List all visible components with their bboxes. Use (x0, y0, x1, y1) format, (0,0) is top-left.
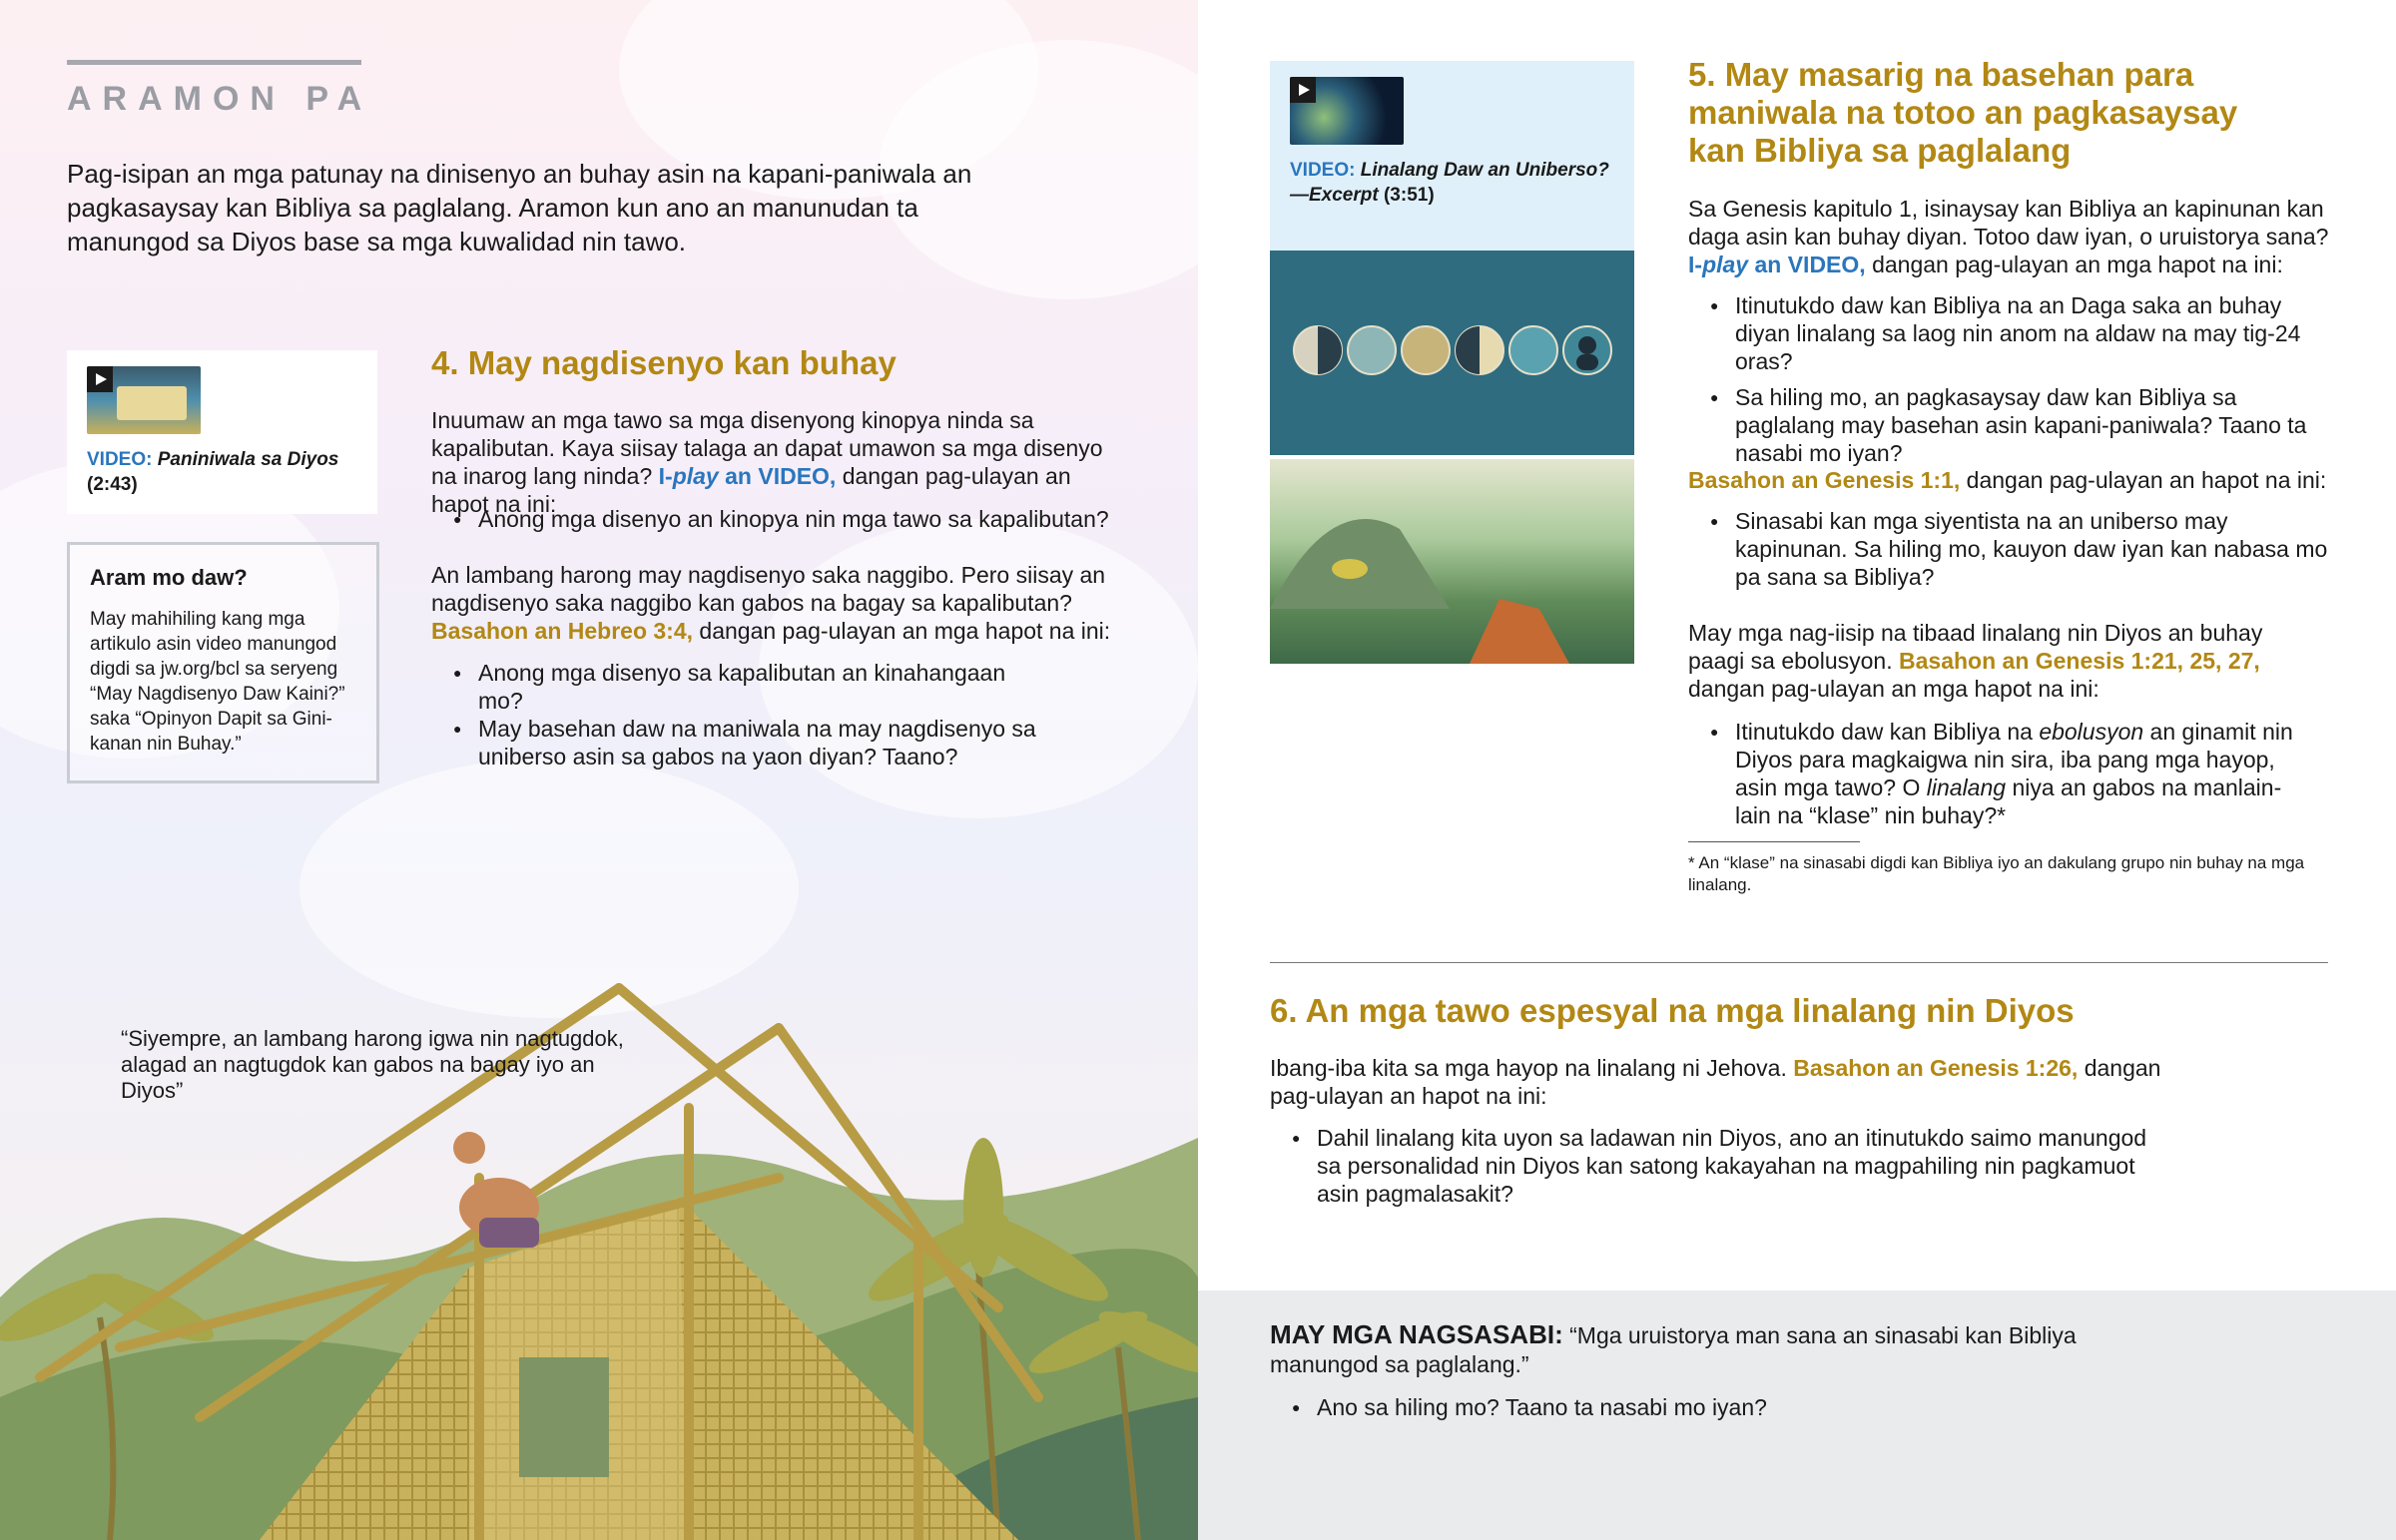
section5-para3: May mga nag-iisip na tibaad linalang nin Diyos an buhay paagi sa ebolusyon. Basahon an Genesis 1:21, 25, 27, dangan pag-ulayan an mga hapot na ini: (1688, 620, 2263, 702)
some-say-bullets (1270, 1393, 2168, 1421)
video-label: VIDEO: (87, 449, 153, 470)
quote-caption: “Siyempre, an lambang harong igwa nin nagtugdok, alagad an nagtugdok kan gabos na bagay iyo an Diyos” (121, 1026, 624, 1103)
section6-heading: 6. An mga tawo espesyal na mga linalang nin Diyos (1270, 992, 2075, 1029)
list-item: ● Sinasabi kan mga siyentista na an uniberso may kapinunan. Sa hiling mo, kauyon daw iyan kan nabasa mo pa sana sa Bibliya? (1688, 507, 2337, 591)
section5-bullets3 (1688, 718, 2307, 829)
section6-para1: Ibang-iba kita sa mga hayop na linalang ni Jehova. Basahon an Genesis 1:26, dangan pag-ulayan an hapot na ini: (1270, 1055, 2161, 1109)
creation-days-icons (1270, 251, 1634, 455)
video-thumbnail[interactable] (87, 366, 201, 434)
footnote: * An “klase” na sinasabi digdi kan Bibliya iyo an dakulang grupo nin buhay na mga linalang. (1688, 853, 2305, 894)
video-card[interactable] (67, 350, 377, 514)
scripture-ref[interactable]: Basahon an Genesis 1:21, 25, 27, (1899, 648, 2260, 674)
video-label: VIDEO: (1290, 160, 1356, 181)
section5-heading: 5. May masarig na basehan para maniwala na totoo an pagkasaysay kan Bibliya sa paglalang (1688, 56, 2238, 169)
list-item: ● Ano sa hiling mo? Taano ta nasabi mo iyan? (1270, 1393, 2168, 1421)
sidebar-title: Aram mo daw? (90, 565, 248, 590)
scripture-ref[interactable]: Basahon an Genesis 1:26, (1793, 1055, 2079, 1081)
section-divider (1270, 962, 2328, 963)
play-video-link[interactable]: I-play an VIDEO, (1688, 252, 1866, 277)
play-video-link[interactable]: I-play an VIDEO, (658, 463, 837, 489)
scripture-ref[interactable]: Basahon an Genesis 1:1, (1688, 467, 1961, 493)
video-title[interactable]: Paniniwala sa Diyos (157, 449, 339, 470)
sidebar-text: May mahihiling kang mga artikulo asin video manungod digdi sa jw.org/bcl sa seryeng “May Nagdisenyo Daw Kaini?” saka “Opinyon Dapit sa Gini-kanan nin Buhay.” (90, 609, 345, 755)
list-item: ● Dahil linalang kita uyon sa ladawan nin Diyos, ano an itinutukdo saimo manungod sa personalidad nin Diyos kan satong kakayahan na magpahiling nin pagkamuot asin pagmalasakit? (1270, 1124, 2148, 1208)
section4-para2: An lambang harong may nagdisenyo saka naggibo. Pero siisay an nagdisenyo saka naggibo kan gabos na bagay sa kapalibutan? Basahon an Hebreo 3:4, dangan pag-ulayan an mga hapot na ini: (431, 562, 1111, 644)
heading-rule (67, 60, 361, 65)
video-thumbnail[interactable] (1290, 77, 1404, 145)
video-duration: (2:43) (87, 474, 138, 495)
list-item: ● Anong mga disenyo sa kapalibutan an kinahangaan mo? (431, 659, 1050, 715)
list-item: ● Sa hiling mo, an pagkasaysay daw kan Bibliya sa paglalang may basehan asin kapani-paniwala? Taano ta nasabi mo iyan? (1688, 383, 2337, 467)
footnote-rule (1688, 841, 1860, 842)
bamboo-house-illustration (0, 878, 1198, 1540)
section5-para1: Sa Genesis kapitulo 1, isinaysay kan Bibliya an kapinunan kan daga asin kan buhay diyan. Totoo daw iyan, o uruistorya sana? I-play an VIDEO, dangan pag-ulayan an mga hapot na ini: (1688, 196, 2329, 277)
intro-text: Pag-isipan an mga patunay na dinisenyo an buhay asin na kapani-paniwala an pagkasaysay kan Bibliya sa paglalang. Aramon kun ano an manunudan ta manungod sa Diyos base sa mga kuwalidad nin tawo. (67, 159, 972, 257)
section5-para2: Basahon an Genesis 1:1, dangan pag-ulayan an hapot na ini: (1688, 467, 2327, 493)
video-duration: (3:51) (1383, 185, 1435, 206)
aramon-heading: ARAMON PA (67, 80, 373, 118)
section5-bullets2 (1688, 507, 2337, 591)
scripture-ref[interactable]: Basahon an Hebreo 3:4, (431, 618, 694, 644)
creation-landscape-image (1270, 459, 1634, 664)
section4-heading: 4. May nagdisenyo kan buhay (431, 344, 897, 381)
list-item: ● Anong mga disenyo an kinopya nin mga tawo sa kapalibutan? (431, 505, 1130, 533)
play-icon[interactable] (87, 366, 113, 392)
section6-bullets (1270, 1124, 2148, 1208)
section4-bullets2 (431, 659, 1050, 770)
play-icon[interactable] (1290, 77, 1316, 103)
list-item: ● Itinutukdo daw kan Bibliya na an Daga saka an buhay diyan linalang sa laog nin anom na aldaw na may tig-24 oras? (1688, 291, 2337, 375)
list-item: ● Itinutukdo daw kan Bibliya na ebolusyon an ginamit nin Diyos para magkaigwa nin sira, iba pang mga hayop, asin mga tawo? O linalang niya an gabos na manlain-lain na “klase” nin buhay?* (1688, 718, 2307, 829)
some-say-text: MAY MGA NAGSASABI: “Mga uruistorya man sana an sinasabi kan Bibliya manungod sa paglalang.” (1270, 1319, 2077, 1377)
list-item: ● May basehan daw na maniwala na may nagdisenyo sa uniberso asin sa gabos na yaon diyan? Taano? (431, 715, 1050, 770)
did-you-know-box (67, 542, 379, 783)
some-say-label: MAY MGA NAGSASABI: (1270, 1319, 1563, 1349)
section5-bullets1 (1688, 291, 2337, 467)
video-title[interactable]: Linalang Daw an Uniberso? (1360, 160, 1609, 181)
creation-days-image (1270, 251, 1634, 455)
video-card[interactable]: VIDEO: Linalang Daw an Uniberso? —Excerpt (3:51) (1270, 61, 1634, 251)
section4-bullets1 (431, 505, 1130, 533)
section4-para1: Inuumaw an mga tawo sa mga disenyong kinopya ninda sa kapalibutan. Kaya siisay talaga an dapat umawon sa mga disenyo na inarog lang ninda? I-play an VIDEO, dangan pag-ulayan an hapot na ini: (431, 407, 1103, 517)
